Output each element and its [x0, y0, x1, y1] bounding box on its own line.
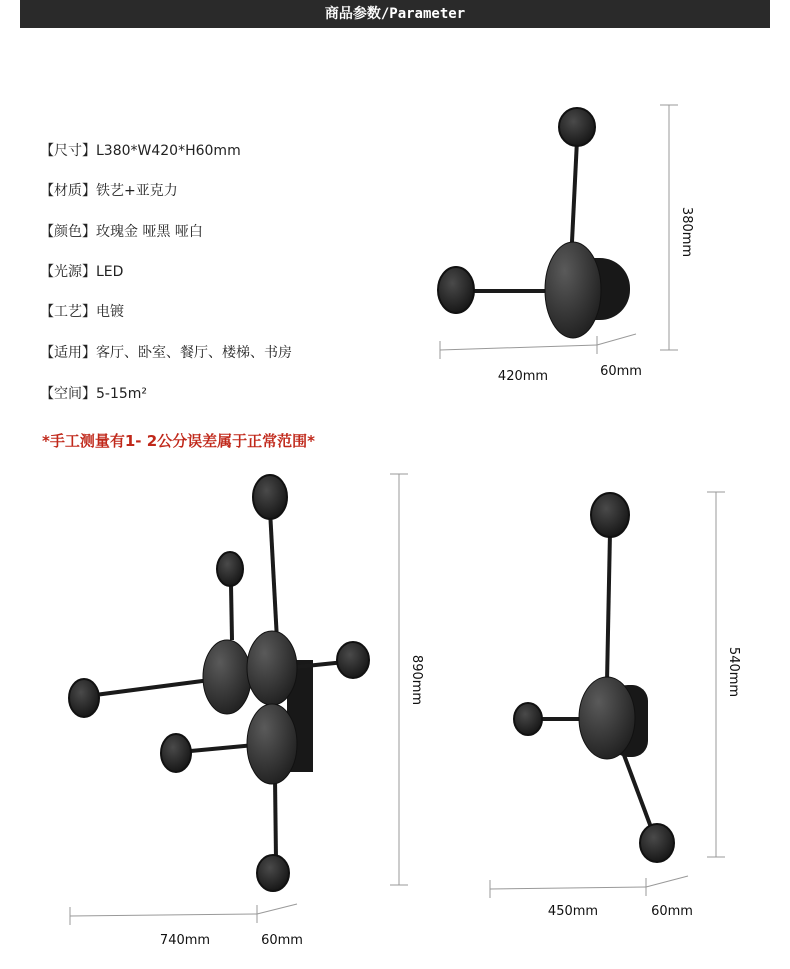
medium-height-label: 540mm	[726, 646, 741, 698]
diagram-large-lamp	[69, 474, 424, 948]
large-width-label: 740mm	[159, 933, 211, 948]
small-depth-label: 60mm	[600, 364, 642, 379]
spec-light-source: 【光源】LED	[40, 264, 124, 280]
small-width-label: 420mm	[497, 369, 549, 384]
diagram-small-lamp	[438, 105, 694, 384]
spec-space: 【空间】5-15m²	[40, 386, 148, 402]
spec-size: 【尺寸】L380*W420*H60mm	[40, 143, 241, 159]
diagram-medium-lamp	[490, 492, 741, 919]
spec-material: 【材质】铁艺+亚克力	[40, 183, 178, 199]
spec-color: 【颜色】玫瑰金 哑黑 哑白	[40, 224, 203, 240]
medium-depth-label: 60mm	[651, 904, 693, 919]
measurement-note: *手工测量有1- 2公分误差属于正常范围*	[42, 432, 316, 450]
small-height-label: 380mm	[679, 206, 694, 258]
large-height-label: 890mm	[409, 654, 424, 706]
large-depth-label: 60mm	[261, 933, 303, 948]
page-header: 商品参数/Parameter	[20, 0, 770, 28]
spec-craft: 【工艺】电镀	[40, 304, 124, 320]
spec-usage: 【适用】客厅、卧室、餐厅、楼梯、书房	[40, 345, 292, 361]
medium-width-label: 450mm	[547, 904, 599, 919]
